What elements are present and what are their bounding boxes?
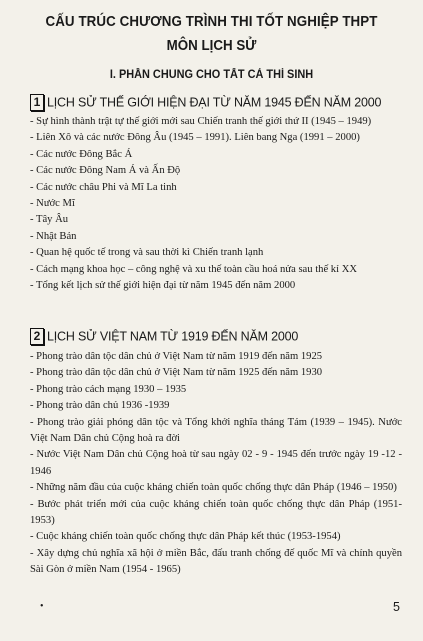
page-title-line2: MÔN LỊCH SỬ xyxy=(166,38,257,54)
list-item: - Tổng kết lịch sử thế giới hiện đại từ năm 1945 đến năm 2000 xyxy=(30,280,296,292)
list-item: - Nước Mĩ xyxy=(30,198,75,210)
section-2-heading xyxy=(30,328,298,345)
list-item: - Phong trào dân tộc dân chủ ở Việt Nam từ năm 1925 đến năm 1930 xyxy=(30,367,323,379)
list-item: - Nước Việt Nam Dân chủ Cộng hoà từ sau ngày 02 - 9 - 1945 đến trước ngày 19 -12 - 1946 xyxy=(30,449,402,477)
part-heading: I. PHẦN CHUNG CHO TẤT CẢ THÍ SINH xyxy=(109,69,314,81)
list-item: - Cuộc kháng chiến toàn quốc chống thực dân Pháp kết thúc (1953-1954) xyxy=(30,531,341,543)
list-item: - Những năm đầu của cuộc kháng chiến toàn quốc chống thực dân Pháp (1946 – 1950) xyxy=(30,482,397,494)
section-1-heading xyxy=(30,94,381,111)
list-item: - Cách mạng khoa học – công nghệ và xu thế toàn cầu hoá nửa sau thế kỉ XX xyxy=(30,263,357,275)
section-title: LỊCH SỬ VIỆT NAM TỪ 1919 ĐẾN NĂM 2000 xyxy=(47,329,299,344)
list-item: - Phong trào giải phóng dân tộc và Tổng khởi nghĩa tháng Tám (1939 – 1945). Nước Việt Nam Dân chủ Cộng hoà ra đời xyxy=(30,416,402,445)
section-title: LỊCH SỬ THẾ GIỚI HIỆN ĐẠI TỪ NĂM 1945 ĐẾN NĂM 2000 xyxy=(47,95,382,110)
section-2-list xyxy=(30,349,402,579)
list-item: - Các nước Đông Bắc Á xyxy=(30,148,133,160)
list-item: - Sự hình thành trật tự thế giới mới sau Chiến tranh thế giới thứ II (1945 – 1949) xyxy=(30,116,372,127)
section-number-box: 1 xyxy=(30,94,44,111)
list-item: - Phong trào dân chủ 1936 -1939 xyxy=(30,400,170,412)
list-item: - Các nước châu Phi và Mĩ La tinh xyxy=(30,181,177,193)
list-item: - Nhật Bản xyxy=(30,230,77,242)
list-item: - Quan hệ quốc tế trong và sau thời kì Chiến tranh lạnh xyxy=(30,247,264,259)
list-item: - Liên Xô và các nước Đông Âu (1945 – 1991). Liên bang Nga (1991 – 2000) xyxy=(30,132,360,144)
section-number-box: 2 xyxy=(30,328,44,345)
page-number: 5 xyxy=(393,600,400,614)
list-item: - Bước phát triển mới của cuộc kháng chiến toàn quốc chống thực dân Pháp (1951- 1953) xyxy=(30,498,402,527)
section-1-list xyxy=(30,114,402,294)
page-title-line1: CẤU TRÚC CHƯƠNG TRÌNH THI TỐT NGHIỆP THPT xyxy=(45,14,378,30)
list-item: - Các nước Đông Nam Á và Ấn Độ xyxy=(30,165,181,177)
list-item: - Tây Âu xyxy=(30,214,69,226)
list-item: - Phong trào dân tộc dân chủ ở Việt Nam từ năm 1919 đến năm 1925 xyxy=(30,351,323,362)
footer-mark: • xyxy=(40,601,44,612)
list-item: - Phong trào cách mạng 1930 – 1935 xyxy=(30,383,187,395)
list-item: - Xây dựng chủ nghĩa xã hội ở miền Bắc, đấu tranh chống đế quốc Mĩ và chính quyền Sài Gòn ở miền Nam (1954 - 1965) xyxy=(30,547,402,576)
